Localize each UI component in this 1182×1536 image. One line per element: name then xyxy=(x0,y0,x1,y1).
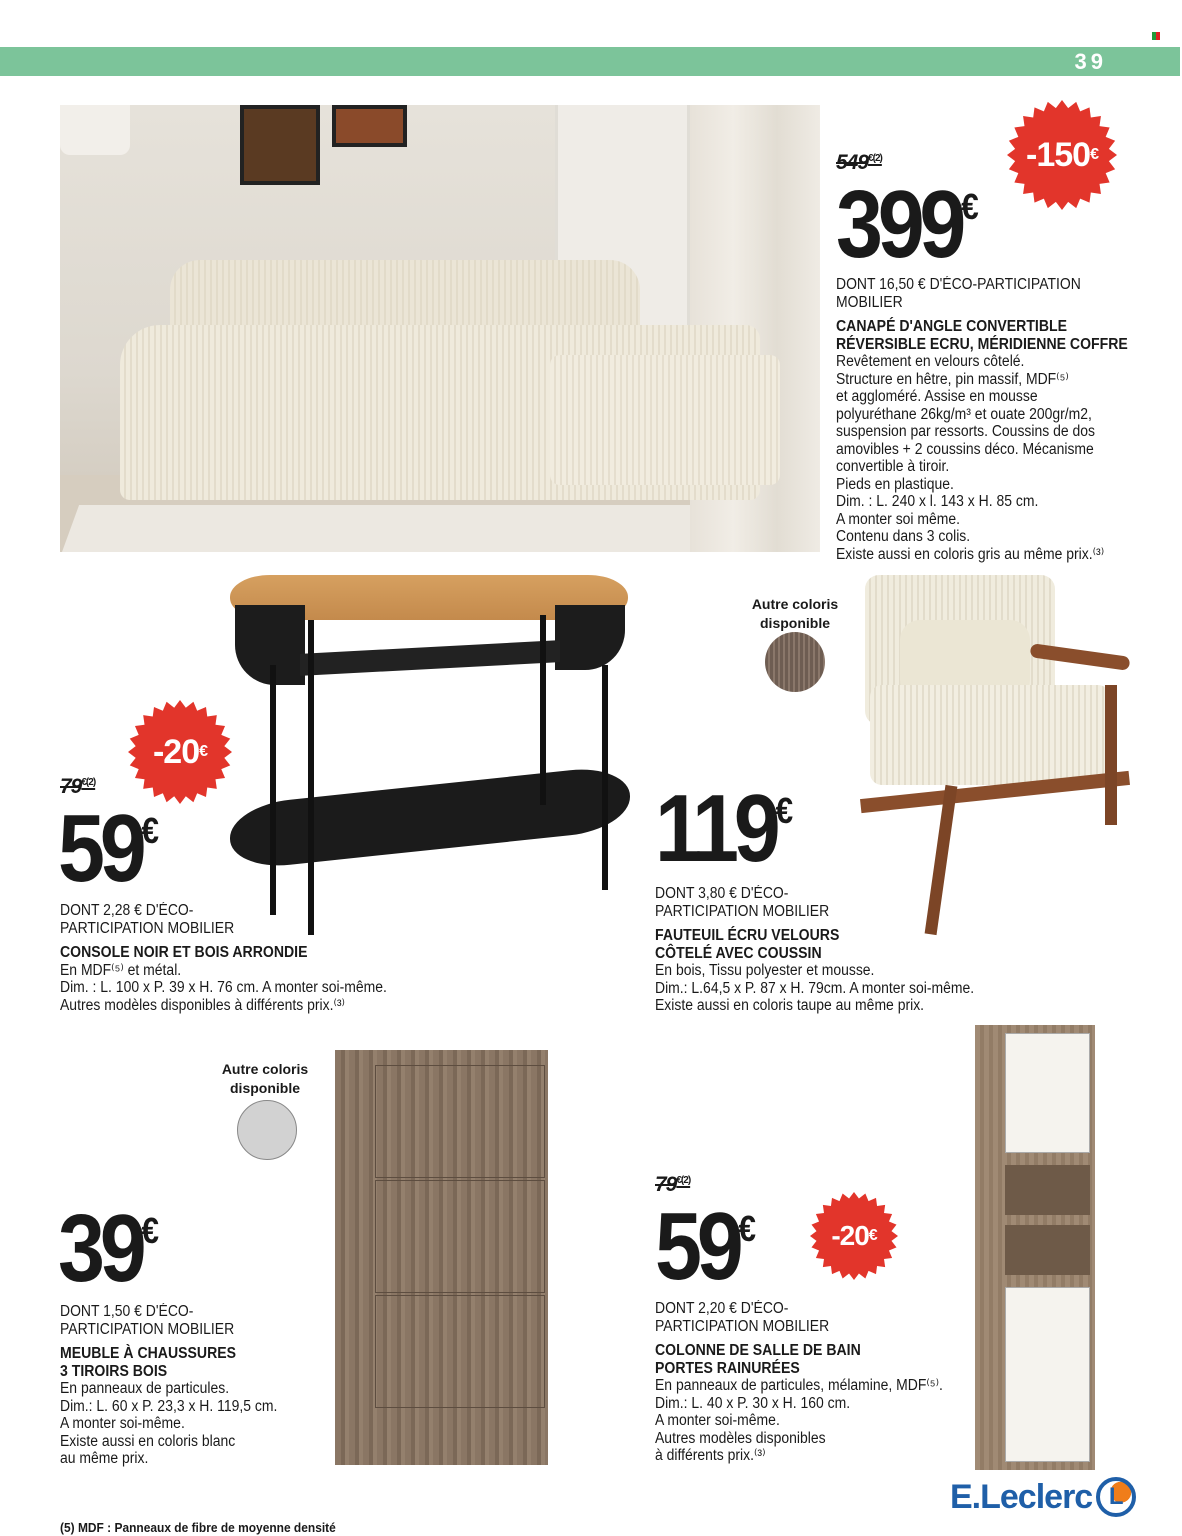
product-description xyxy=(60,1380,302,1468)
text-line: Autre coloris xyxy=(221,1061,309,1077)
console-leg xyxy=(270,665,276,915)
armchair-photo xyxy=(850,575,1140,935)
lower-door xyxy=(1005,1287,1090,1462)
bathroom-column-photo xyxy=(975,1025,1095,1470)
eco-participation xyxy=(836,276,1168,311)
old-price-value: 549 xyxy=(836,151,869,174)
shoe-cabinet-price xyxy=(58,1195,160,1302)
currency: € xyxy=(775,790,794,831)
product-description xyxy=(836,353,1168,563)
text-line: En MDF⁽⁵⁾ et métal. xyxy=(60,961,182,979)
text-line: amovibles + 2 coussins déco. Mécanisme xyxy=(836,440,1094,458)
discount-label: -20 € xyxy=(152,732,208,771)
text-line: Dim.: L. 60 x P. 23,3 x H. 119,5 cm. xyxy=(60,1397,278,1415)
text-line: Dim. : L. 100 x P. 39 x H. 76 cm. A monter soi-même. xyxy=(60,979,387,996)
price-value: 59 xyxy=(655,1193,739,1300)
currency: € xyxy=(141,810,160,851)
open-shelf xyxy=(1005,1165,1090,1215)
text-line: au même prix. xyxy=(60,1450,149,1467)
console-shelf xyxy=(300,640,560,676)
upper-door xyxy=(1005,1033,1090,1153)
text-line: Existe aussi en coloris blanc xyxy=(60,1432,236,1450)
text-line: PARTICIPATION MOBILIER xyxy=(60,1320,235,1338)
text-line: DONT 3,80 € D'ÉCO- xyxy=(655,885,789,902)
text-line: CONSOLE NOIR ET BOIS ARRONDIE xyxy=(60,944,308,961)
product-title xyxy=(60,1345,302,1380)
drawer xyxy=(375,1295,545,1408)
text-line: DONT 16,50 € D'ÉCO-PARTICIPATION xyxy=(836,276,1081,293)
text-line: A monter soi-même. xyxy=(60,1415,185,1432)
wall-frame xyxy=(332,105,407,147)
text-line: A monter soi-même. xyxy=(655,1412,780,1429)
console-photo xyxy=(230,575,630,935)
text-line: Pieds en plastique. xyxy=(836,475,954,493)
product-description xyxy=(655,962,1010,1015)
text-line: DONT 2,20 € D'ÉCO- xyxy=(655,1300,789,1317)
discount-label: -20 € xyxy=(831,1220,877,1251)
text-line: Autres modèles disponibles à différents prix.⁽³⁾ xyxy=(60,996,345,1014)
old-price-note: €(2) xyxy=(676,1175,691,1186)
console-bottom-shelf xyxy=(230,764,630,871)
armchair-leg xyxy=(1105,685,1117,825)
sofa-photo xyxy=(60,105,820,552)
text-line: à différents prix.⁽³⁾ xyxy=(655,1447,766,1464)
old-price-value: 79 xyxy=(60,775,82,798)
product-title xyxy=(836,318,1168,353)
text-line: DONT 2,28 € D'ÉCO- xyxy=(60,902,194,919)
text-line: PARTICIPATION MOBILIER xyxy=(655,902,830,920)
text-line: PARTICIPATION MOBILIER xyxy=(655,1317,830,1335)
currency: € xyxy=(738,1208,757,1249)
wall-frame xyxy=(240,105,320,185)
text-line: PORTES RAINURÉES xyxy=(655,1359,800,1377)
eco-participation xyxy=(60,1303,302,1338)
sofa-chaise xyxy=(550,355,780,485)
column-discount-badge xyxy=(810,1192,898,1280)
old-price-value: 79 xyxy=(655,1173,677,1196)
sofa-discount-badge xyxy=(1007,100,1117,210)
product-description xyxy=(655,1377,975,1465)
header-bar xyxy=(0,47,1180,76)
text-line: disponible xyxy=(230,1080,300,1096)
text-line: Dim. : L. 240 x l. 143 x H. 85 cm. xyxy=(836,493,1039,510)
grey-color-swatch[interactable] xyxy=(237,1100,297,1160)
text-line: Revêtement en velours côtelé. xyxy=(836,353,1025,370)
armchair-seat xyxy=(870,685,1110,785)
taupe-color-swatch[interactable] xyxy=(765,632,825,692)
console-leg xyxy=(540,615,546,805)
text-line: et aggloméré. Assise en mousse xyxy=(836,388,1038,405)
price-value: 119 xyxy=(655,775,776,882)
console-price xyxy=(58,795,160,902)
shoe-cabinet-info xyxy=(60,1303,302,1468)
eco-participation xyxy=(655,885,1010,920)
text-line: CANAPÉ D'ANGLE CONVERTIBLE xyxy=(836,318,1067,335)
discount-label: -150 € xyxy=(1026,135,1098,174)
eco-participation xyxy=(60,902,423,937)
color-cube-icon xyxy=(1152,32,1160,40)
sofa-price xyxy=(836,171,979,278)
floor-lamp xyxy=(60,105,130,155)
footnote: (5) MDF : Panneaux de fibre de moyenne densité xyxy=(60,1520,336,1535)
sofa-info xyxy=(836,276,1168,563)
price-value: 39 xyxy=(58,1195,142,1302)
price-value: 399 xyxy=(836,171,962,278)
old-price-note: €(2) xyxy=(81,777,96,788)
console-info xyxy=(60,902,423,1014)
old-price-note: €(2) xyxy=(868,153,882,164)
text-line: convertible à tiroir. xyxy=(836,458,950,475)
text-line: Autres modèles disponibles xyxy=(655,1429,826,1447)
text-line: Existe aussi en coloris gris au même prix.⁽³⁾ xyxy=(836,545,1105,563)
text-line: 3 TIROIRS BOIS xyxy=(60,1362,168,1380)
page-number: 39 xyxy=(1074,49,1107,74)
text-line: MOBILIER xyxy=(836,293,903,311)
column-price xyxy=(655,1193,757,1300)
console-discount-badge xyxy=(128,700,232,804)
shoe-cabinet-photo xyxy=(335,1050,548,1465)
text-line: En panneaux de particules, mélamine, MDF⁽⁵⁾. xyxy=(655,1377,943,1394)
text-line: suspension par ressorts. Coussins de dos xyxy=(836,423,1095,440)
other-color-label xyxy=(735,595,855,633)
other-color-label xyxy=(205,1060,325,1098)
text-line: En panneaux de particules. xyxy=(60,1380,230,1397)
open-shelf xyxy=(1005,1225,1090,1275)
text-line: PARTICIPATION MOBILIER xyxy=(60,919,235,937)
armchair-price xyxy=(655,775,794,882)
console-side xyxy=(555,605,625,670)
text-line: disponible xyxy=(760,615,830,631)
currency: € xyxy=(141,1210,160,1251)
price-value: 59 xyxy=(58,795,142,902)
drawer xyxy=(375,1180,545,1293)
drawer xyxy=(375,1065,545,1178)
eco-participation xyxy=(655,1300,975,1335)
text-line: Autre coloris xyxy=(751,596,839,612)
rug xyxy=(61,505,799,552)
leclerc-logo xyxy=(950,1477,1136,1517)
brand-l-icon: L xyxy=(1096,1477,1136,1517)
text-line: Existe aussi en coloris taupe au même prix. xyxy=(655,997,925,1014)
text-line: Dim.: L. 40 x P. 30 x H. 160 cm. xyxy=(655,1394,851,1412)
text-line: En bois, Tissu polyester et mousse. xyxy=(655,962,875,979)
product-title xyxy=(60,944,423,962)
text-line: COLONNE DE SALLE DE BAIN xyxy=(655,1342,861,1359)
text-line: Contenu dans 3 colis. xyxy=(836,528,971,545)
text-line: A monter soi même. xyxy=(836,510,961,528)
text-line: Structure en hêtre, pin massif, MDF⁽⁵⁾ xyxy=(836,370,1069,388)
brand-name: E.Leclerc xyxy=(950,1477,1093,1516)
armchair-info xyxy=(655,885,1010,1015)
console-leg xyxy=(308,620,314,935)
text-line: MEUBLE À CHAUSSURES xyxy=(60,1345,237,1362)
text-line: FAUTEUIL ÉCRU VELOURS xyxy=(655,927,840,944)
text-line: DONT 1,50 € D'ÉCO- xyxy=(60,1303,194,1320)
currency: € xyxy=(961,186,979,227)
text-line: Dim.: L.64,5 x P. 87 x H. 79cm. A monter soi-même. xyxy=(655,979,975,997)
console-leg xyxy=(602,665,608,890)
product-title xyxy=(655,1342,975,1377)
product-description xyxy=(60,962,423,1015)
product-title xyxy=(655,927,1010,962)
column-info xyxy=(655,1300,975,1465)
text-line: RÉVERSIBLE ECRU, MÉRIDIENNE COFFRE xyxy=(836,335,1128,353)
text-line: CÔTELÉ AVEC COUSSIN xyxy=(655,944,822,962)
text-line: polyuréthane 26kg/m³ et ouate 200gr/m2, xyxy=(836,405,1092,423)
